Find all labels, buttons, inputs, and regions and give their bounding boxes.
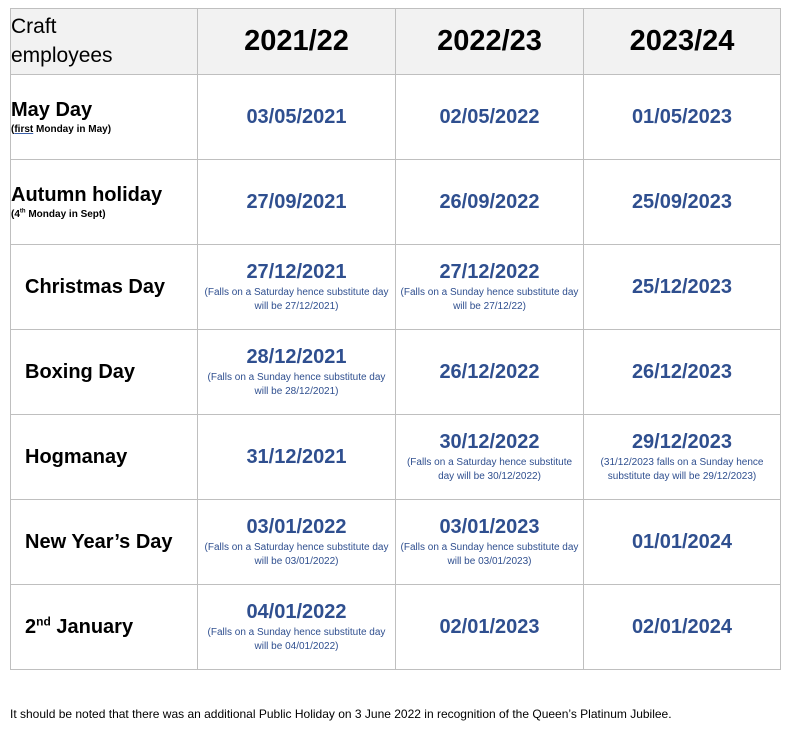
date-value: 02/05/2022 xyxy=(439,105,540,128)
date-cell xyxy=(396,160,584,245)
row-label: New Year’s Day xyxy=(25,530,173,553)
date-value: 03/05/2021 xyxy=(246,105,347,128)
date-note: (31/12/2023 falls on a Sunday hence substitute day will be 29/12/2023) xyxy=(600,457,764,482)
date-cell xyxy=(584,160,781,245)
table-row xyxy=(11,75,781,160)
date-cell xyxy=(198,160,396,245)
date-cell xyxy=(584,330,781,415)
date-cell xyxy=(396,415,584,500)
date-cell xyxy=(396,330,584,415)
date-note: (Falls on a Saturday hence substitute day will be 27/12/2021) xyxy=(204,287,389,312)
date-value: 26/12/2022 xyxy=(439,360,540,383)
sublabel-underlined: first xyxy=(14,124,34,135)
sublabel-prefix: (4 xyxy=(11,209,20,220)
row-label-cell xyxy=(11,245,198,330)
date-value: 26/12/2023 xyxy=(631,360,733,383)
table-row xyxy=(11,245,781,330)
holiday-table xyxy=(10,8,781,670)
date-value: 01/05/2023 xyxy=(631,105,733,128)
table-row xyxy=(11,330,781,415)
date-value: 29/12/2023 xyxy=(631,431,733,453)
date-value: 03/01/2022 xyxy=(246,516,347,538)
date-value: 04/01/2022 xyxy=(246,601,347,623)
row-label: Christmas Day xyxy=(25,275,166,298)
row-label-cell xyxy=(11,415,198,500)
date-note: (Falls on a Saturday hence substitute day will be 03/01/2022) xyxy=(204,542,389,567)
corner-line-1: Craft xyxy=(11,15,57,39)
date-cell xyxy=(198,415,396,500)
date-value: 25/12/2023 xyxy=(631,275,733,298)
row-label-cell xyxy=(11,500,198,585)
date-cell xyxy=(198,585,396,670)
row-label-cell xyxy=(11,75,198,160)
sublabel-rest: Monday in Sept) xyxy=(25,209,106,220)
row-label: Autumn holiday xyxy=(11,184,163,206)
date-note: (Falls on a Saturday hence substitute day will be 30/12/2022) xyxy=(406,457,573,482)
date-value: 02/01/2023 xyxy=(439,615,540,638)
date-note: (Falls on a Sunday hence substitute day will be 28/12/2021) xyxy=(207,372,386,397)
row-label-cell xyxy=(11,330,198,415)
date-note: (Falls on a Sunday hence substitute day will be 04/01/2022) xyxy=(207,627,386,652)
row-sublabel xyxy=(11,209,197,220)
label-number: 2 xyxy=(25,615,37,638)
table-row xyxy=(11,415,781,500)
year-header: 2023/24 xyxy=(584,9,781,75)
date-value: 25/09/2023 xyxy=(631,190,733,213)
row-label-cell xyxy=(11,160,198,245)
row-sublabel xyxy=(11,124,197,135)
date-value: 26/09/2022 xyxy=(439,190,540,213)
date-cell xyxy=(396,500,584,585)
table-row xyxy=(11,160,781,245)
date-value: 03/01/2023 xyxy=(439,516,540,538)
date-cell xyxy=(584,75,781,160)
corner-line-2: employees xyxy=(11,43,113,67)
date-cell xyxy=(584,500,781,585)
row-label: May Day xyxy=(11,99,93,121)
date-value: 27/12/2021 xyxy=(246,261,347,283)
header-row xyxy=(11,9,781,75)
label-rest: January xyxy=(50,615,134,638)
row-label: Hogmanay xyxy=(25,445,128,468)
date-value: 30/12/2022 xyxy=(439,431,540,453)
date-cell xyxy=(396,75,584,160)
date-cell xyxy=(584,415,781,500)
date-cell xyxy=(198,75,396,160)
date-value: 01/01/2024 xyxy=(631,530,733,553)
date-cell xyxy=(198,500,396,585)
year-header: 2022/23 xyxy=(396,9,584,75)
sublabel-prefix: ( xyxy=(11,124,15,135)
table-row xyxy=(11,500,781,585)
date-value: 31/12/2021 xyxy=(246,445,347,468)
sublabel-rest: Monday in May) xyxy=(33,124,112,135)
footnote: It should be noted that there was an additional Public Holiday on 3 June 2022 in recognition of the Queen’s Platinum Jubilee. xyxy=(10,707,672,721)
label-superscript: nd xyxy=(36,613,51,628)
date-value: 27/09/2021 xyxy=(246,190,347,213)
date-value: 02/01/2024 xyxy=(631,615,733,638)
date-note: (Falls on a Sunday hence substitute day will be 27/12/22) xyxy=(400,287,579,312)
date-cell xyxy=(396,245,584,330)
date-value: 28/12/2021 xyxy=(246,346,347,368)
table-row xyxy=(11,585,781,670)
sublabel-superscript: th xyxy=(19,208,26,215)
row-label xyxy=(25,613,197,639)
date-cell xyxy=(584,245,781,330)
row-label: Boxing Day xyxy=(25,360,136,383)
date-cell xyxy=(198,330,396,415)
date-cell xyxy=(198,245,396,330)
date-note: (Falls on a Sunday hence substitute day will be 03/01/2023) xyxy=(400,542,579,567)
date-cell xyxy=(584,585,781,670)
corner-header xyxy=(11,9,198,75)
date-value: 27/12/2022 xyxy=(439,261,540,283)
date-cell xyxy=(396,585,584,670)
row-label-cell xyxy=(11,585,198,670)
year-header: 2021/22 xyxy=(198,9,396,75)
